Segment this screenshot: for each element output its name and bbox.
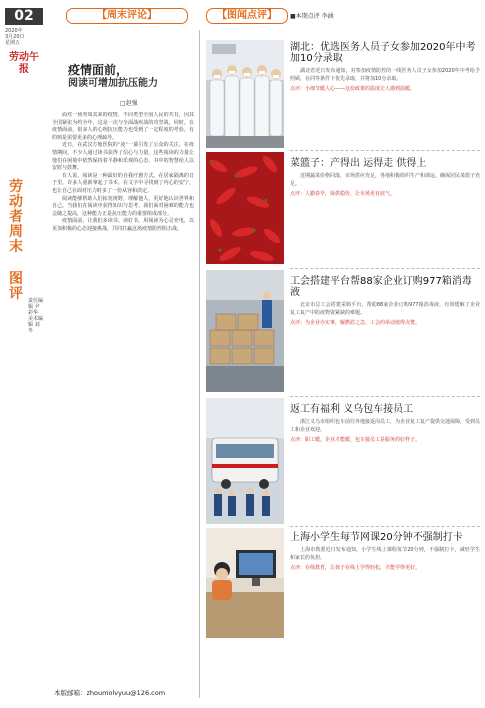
article-paragraph: 疫情面前，让我们多读书、读好书，用阅读为心灵充电，以更加积极的心态迎接挑战，共同打赢这场疫情防控阻击战。 <box>52 218 194 232</box>
photo-disinfectant-warehouse <box>206 270 284 392</box>
news-item-title: 菜篮子：产得出 运得走 供得上 <box>290 158 427 169</box>
news-item-body: 上海市教委近日发布通知，小学生线上课程每节20分钟，不强制打卡，减轻学生和家长的负担。 <box>290 547 480 561</box>
item-divider <box>290 526 480 527</box>
news-item-title: 上海小学生每节网课20分钟不强制打卡 <box>290 532 463 543</box>
paper-name: 劳动者周末 <box>9 179 23 255</box>
page-number: 02 <box>5 8 43 25</box>
column-divider <box>199 30 200 698</box>
date-day: 3月20日 <box>5 34 25 40</box>
news-item-2 <box>290 158 480 199</box>
news-item-comment: 点评：人勤春早，保供稳价，让市场更有底气。 <box>290 191 396 197</box>
news-item-body: 湖北省近日发布通知，对参加疫情防控的一线医务人员子女参加2020年中考给予照顾，在同等条件下优先录取，并将加10分录取。 <box>290 68 480 82</box>
news-item-comment: 点评：在线教育，让孩子在线上学得轻松，才能学得更好。 <box>290 565 421 571</box>
submission-email: 本版邮箱：zhoumolvyuu@126.com <box>54 689 166 697</box>
photo-review-author: ■本期点评 李涵 <box>290 13 334 20</box>
item-divider <box>290 150 480 151</box>
news-item-5 <box>290 532 480 573</box>
article-paragraph: 阅读能够帮助人们拓宽视野，理解他人，更好地认识世界和自己。当我们在阅读中获得知识与思考，我们面对困难的能力也会随之提高，这种能力正是抗压能力的重要组成部分。 <box>52 195 194 217</box>
news-item-title: 返工有福利 义乌包车接员工 <box>290 404 414 415</box>
news-item-comment: 点评：小细节暖人心——这份政策的温度让人感到温暖。 <box>290 86 416 92</box>
photo-online-class-student <box>206 528 284 638</box>
newspaper-logo: 劳动午报 <box>9 52 39 75</box>
news-item-4 <box>290 404 480 445</box>
photo-medical-staff <box>206 40 284 148</box>
news-item-comment: 点评：职工暖，企业才能暖，包车接员工是服务的好样子。 <box>290 437 421 443</box>
photo-bus-pickup <box>206 398 284 524</box>
weekday: 星期五 <box>5 40 21 46</box>
article-body <box>52 112 194 652</box>
news-item-body: 北京市总工会搭建采购平台，帮助88家企业订购977箱消毒液，有效缓解了企业复工复产中防疫物资紧缺的难题。 <box>290 302 480 316</box>
article-paragraph: 有人说，阅读是一种最好的自我疗愈方式。在居家隔离的日子里，许多人重新拿起了书本，在文字中寻找到了内心的安宁，也让自己在面对压力时多了一份从容和淡定。 <box>52 172 194 194</box>
item-divider <box>290 268 480 269</box>
news-item-title: 工会搭建平台帮88家企业订购977箱消毒液 <box>290 276 472 298</box>
news-item-3 <box>290 276 480 328</box>
weekly-review-title: 【周末评论】 <box>66 8 188 24</box>
news-item-title: 湖北：优选医务人员子女参加2020年中考加10分录取 <box>290 42 476 64</box>
section-name: 图评 <box>9 271 23 302</box>
article-byline: □赵强 <box>120 100 138 107</box>
news-item-1 <box>290 42 480 94</box>
article-headline-2: 阅读可增加抗压能力 <box>68 78 158 89</box>
item-divider <box>290 396 480 397</box>
article-paragraph: 近日，在武汉方舱医院的“凌”一幕引发了公众的关注。在疫情期间，不少人通过读书获得了信心与力量，这些阅读的力量让他们在困境中依然保持着平静和乐观的心态，书中的智慧给人以安慰与鼓舞。 <box>52 142 194 172</box>
editors-credit: 责任编辑 尹彩华 美术编辑 刘冬 <box>28 298 44 334</box>
article-paragraph: 面对一场突如其来的疫情，不同类型全国人民的共有，因其全国紧张为约全年，这是一次与全面战疾战的攻坚战。同时，在疫情面前，很多人的心理抗压能力也受到了一定程度的考验，有的则是需要更多的心理疏导。 <box>52 112 194 141</box>
photo-red-peppers <box>206 152 284 264</box>
date-year: 2020年 <box>5 28 23 34</box>
news-item-body: 近期蔬菜价格回落，市场供应充足，各地积极组织生产和调运，确保居民菜篮子充足。 <box>290 173 481 187</box>
article-headline-1: 疫情面前， <box>68 63 129 77</box>
photo-review-title: 【图闻点评】 <box>206 8 288 24</box>
news-item-body: 浙江义乌市组织包车前往外地接返岗员工，为企业复工复产提供交通保障，受到员工和企业欢迎。 <box>290 419 481 433</box>
news-item-comment: 点评：为企业办实事，解燃眉之急，工会的举动值得点赞。 <box>290 320 421 326</box>
